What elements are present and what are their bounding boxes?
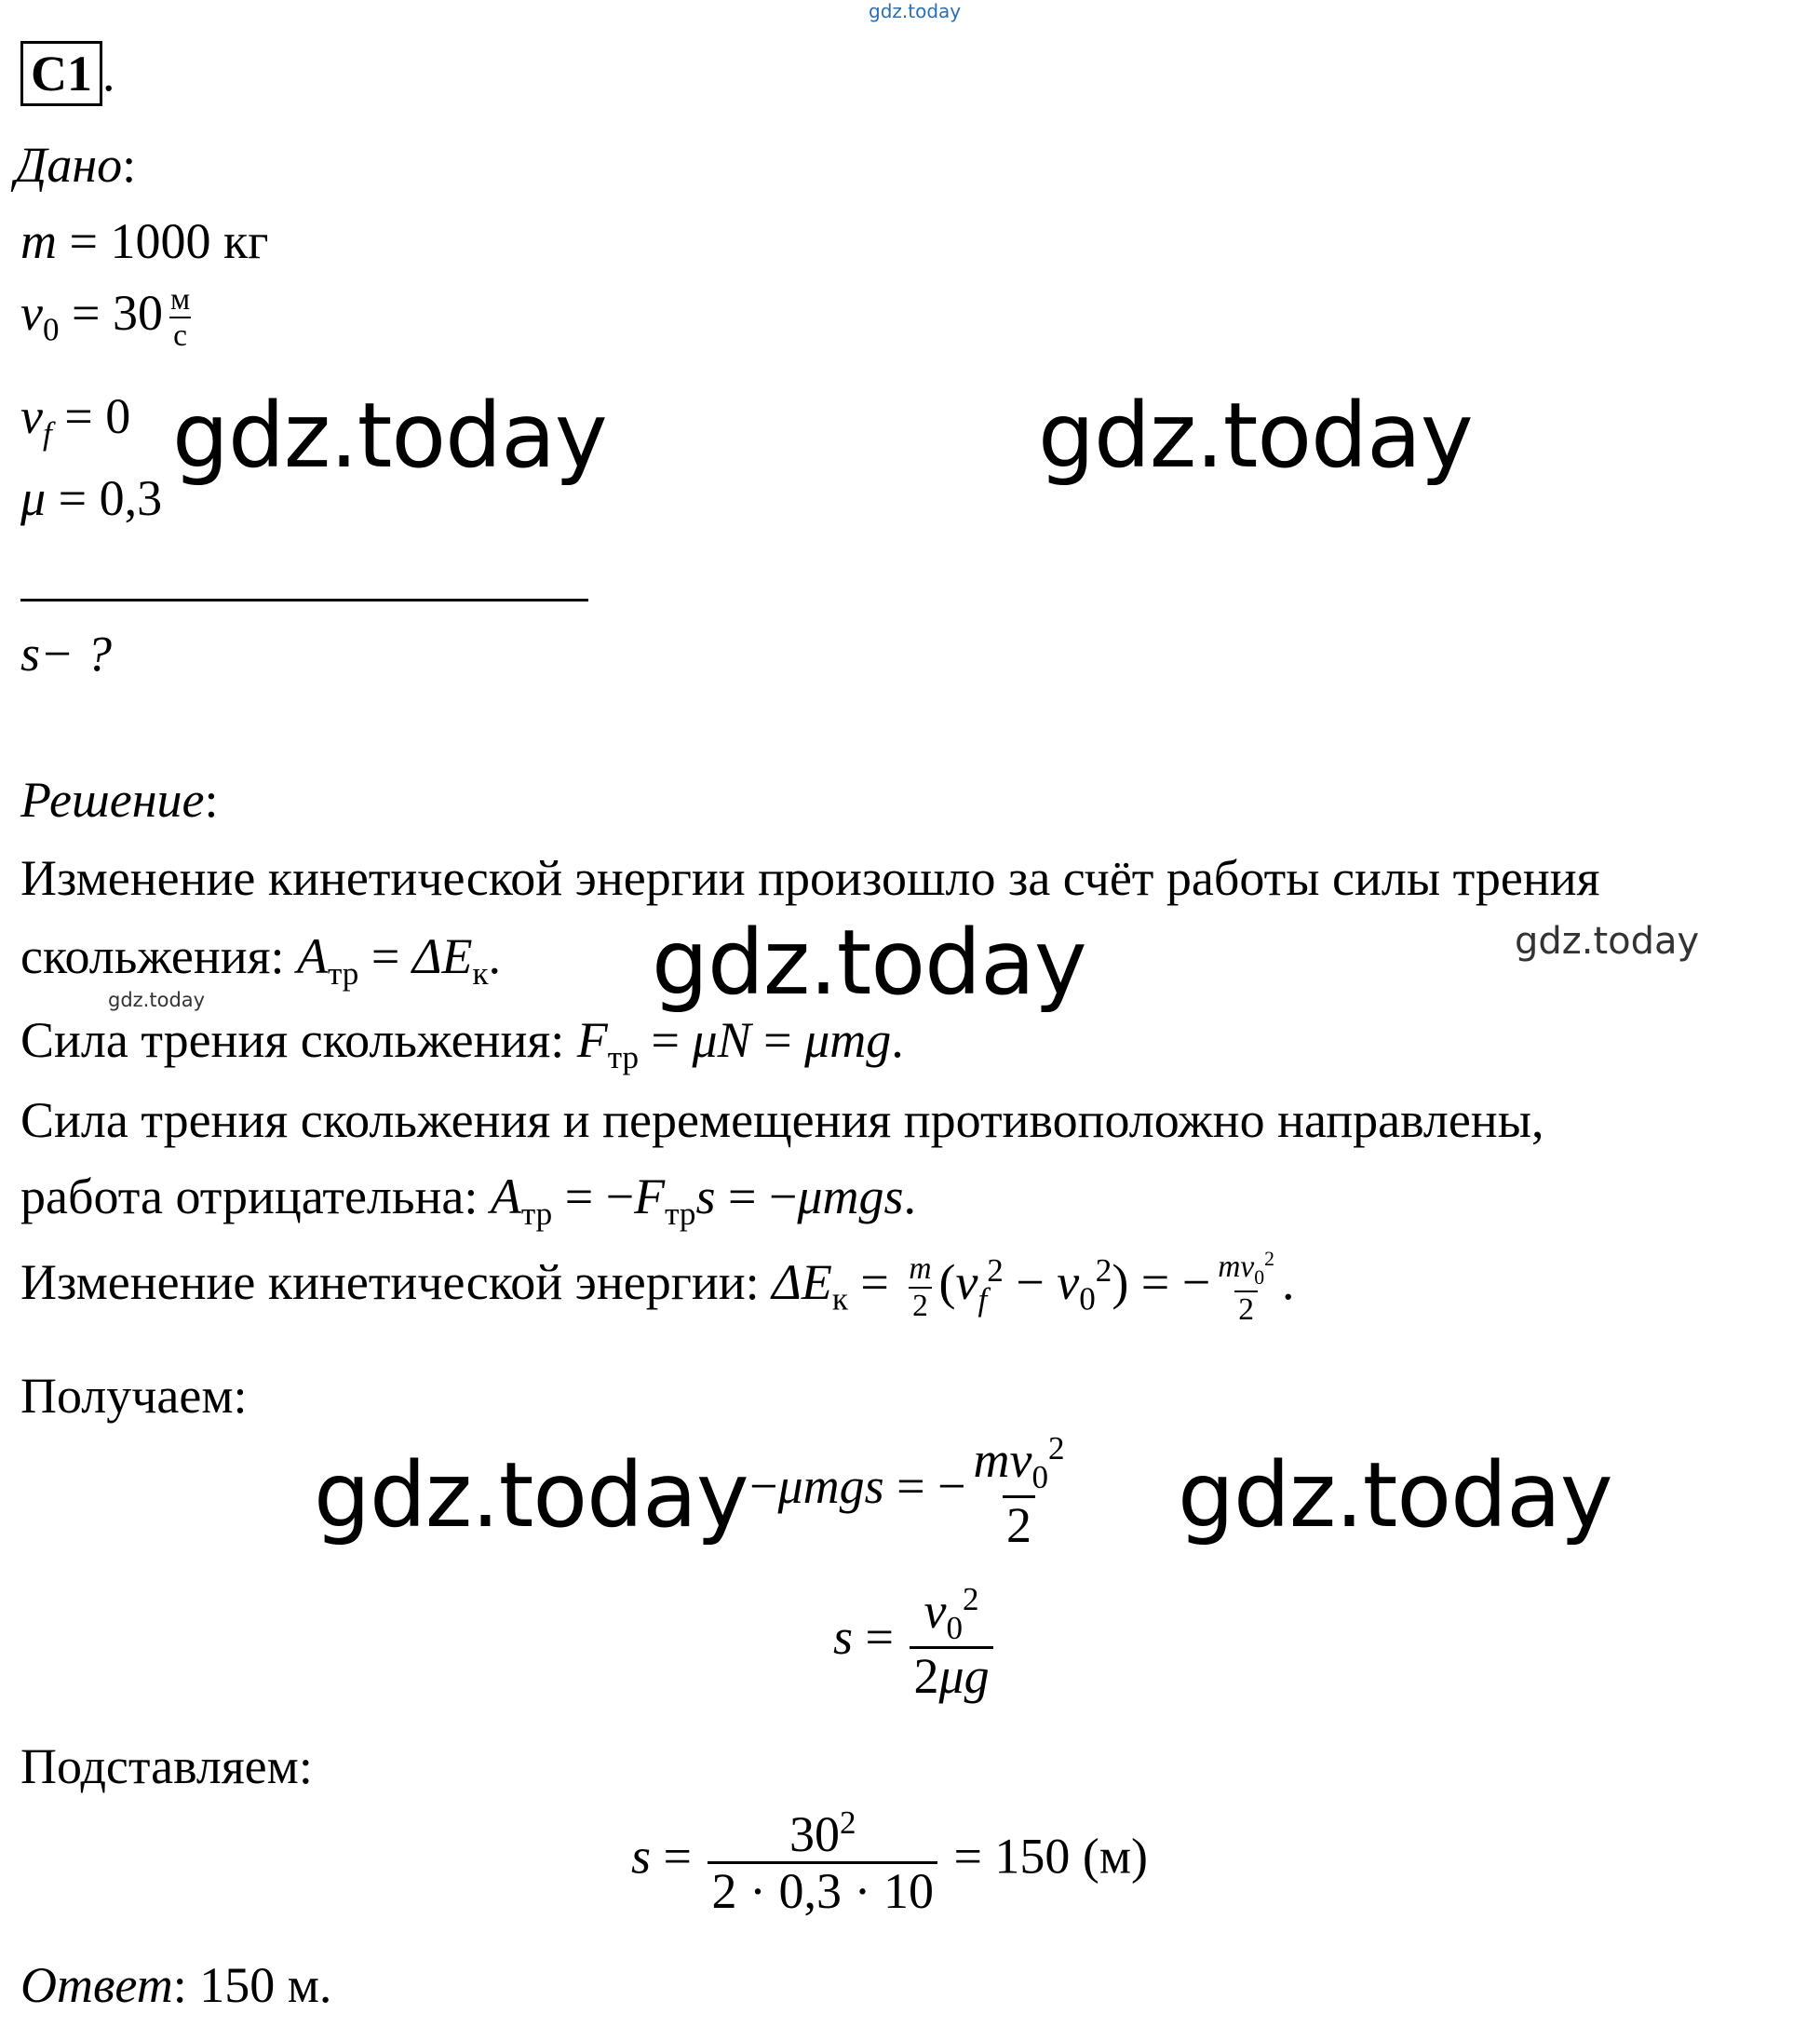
watermark-6: gdz.today (314, 1443, 748, 1547)
watermark-4: gdz.today (1515, 920, 1700, 963)
velocity-unit-fraction: $\frac{м}{с}$ (169, 282, 191, 354)
given-mass: m = 1000 кг (20, 213, 269, 269)
solution-paragraph-1a: Изменение кинетической энергии произошло за счёт работы силы трения (20, 850, 1600, 906)
equation-work-energy: −μmgs = − $\frac{mv_0^2}{2}$ (749, 1430, 1065, 1553)
find-quantity: s− ? (20, 626, 112, 682)
answer: Ответ: 150 м. (20, 1957, 332, 2013)
solution-paragraph-1b: скольжения: $A_{тр} = \Delta E_к$. (20, 928, 502, 992)
equation-substitution: s = $\frac{30^2}{2 \cdot 0,3 \cdot 10}$ = 150 (м) (631, 1804, 1149, 1919)
solution-paragraph-4: Изменение кинетической энергии: $\Delta E_к$ = $\frac{m}{2}$ $(v_f^2 - v_0^2)$ = − $\frac{mv_0^2}{2}$ . (20, 1248, 1295, 1327)
solution-paragraph-6: Подставляем: (20, 1738, 313, 1794)
solution-paragraph-3b: работа отрицательна: $A_{тр} = -F_{тр}s = -\mu mgs$. (20, 1169, 916, 1232)
given-heading: Дано: (15, 137, 137, 193)
watermark-5: gdz.today (108, 989, 206, 1011)
watermark-7: gdz.today (1178, 1443, 1612, 1547)
solution-paragraph-3a: Сила трения скольжения и перемещения противоположно направлены, (20, 1092, 1544, 1148)
task-number-box: C1 (20, 41, 102, 106)
watermark-2: gdz.today (1038, 384, 1473, 488)
watermark-1: gdz.today (172, 384, 607, 488)
solution-paragraph-5: Получаем: (20, 1368, 248, 1424)
given-friction-coefficient: μ = 0,3 (20, 470, 163, 526)
watermark-top: gdz.today (869, 0, 962, 22)
given-divider (20, 599, 588, 601)
given-final-velocity: $v_f = 0$ (20, 388, 131, 452)
equation-distance-formula: s = $\frac{v_0^2}{2\mu g}$ (833, 1583, 997, 1701)
watermark-3: gdz.today (652, 911, 1086, 1015)
given-initial-velocity: $v_0 = 30$ $\frac{м}{с}$ (20, 284, 197, 352)
solution-heading: Решение: (20, 772, 219, 828)
solution-paragraph-2: Сила трения скольжения: $F_{тр} = \mu N = \mu mg$. (20, 1012, 904, 1075)
task-label: C1 . (20, 48, 115, 99)
